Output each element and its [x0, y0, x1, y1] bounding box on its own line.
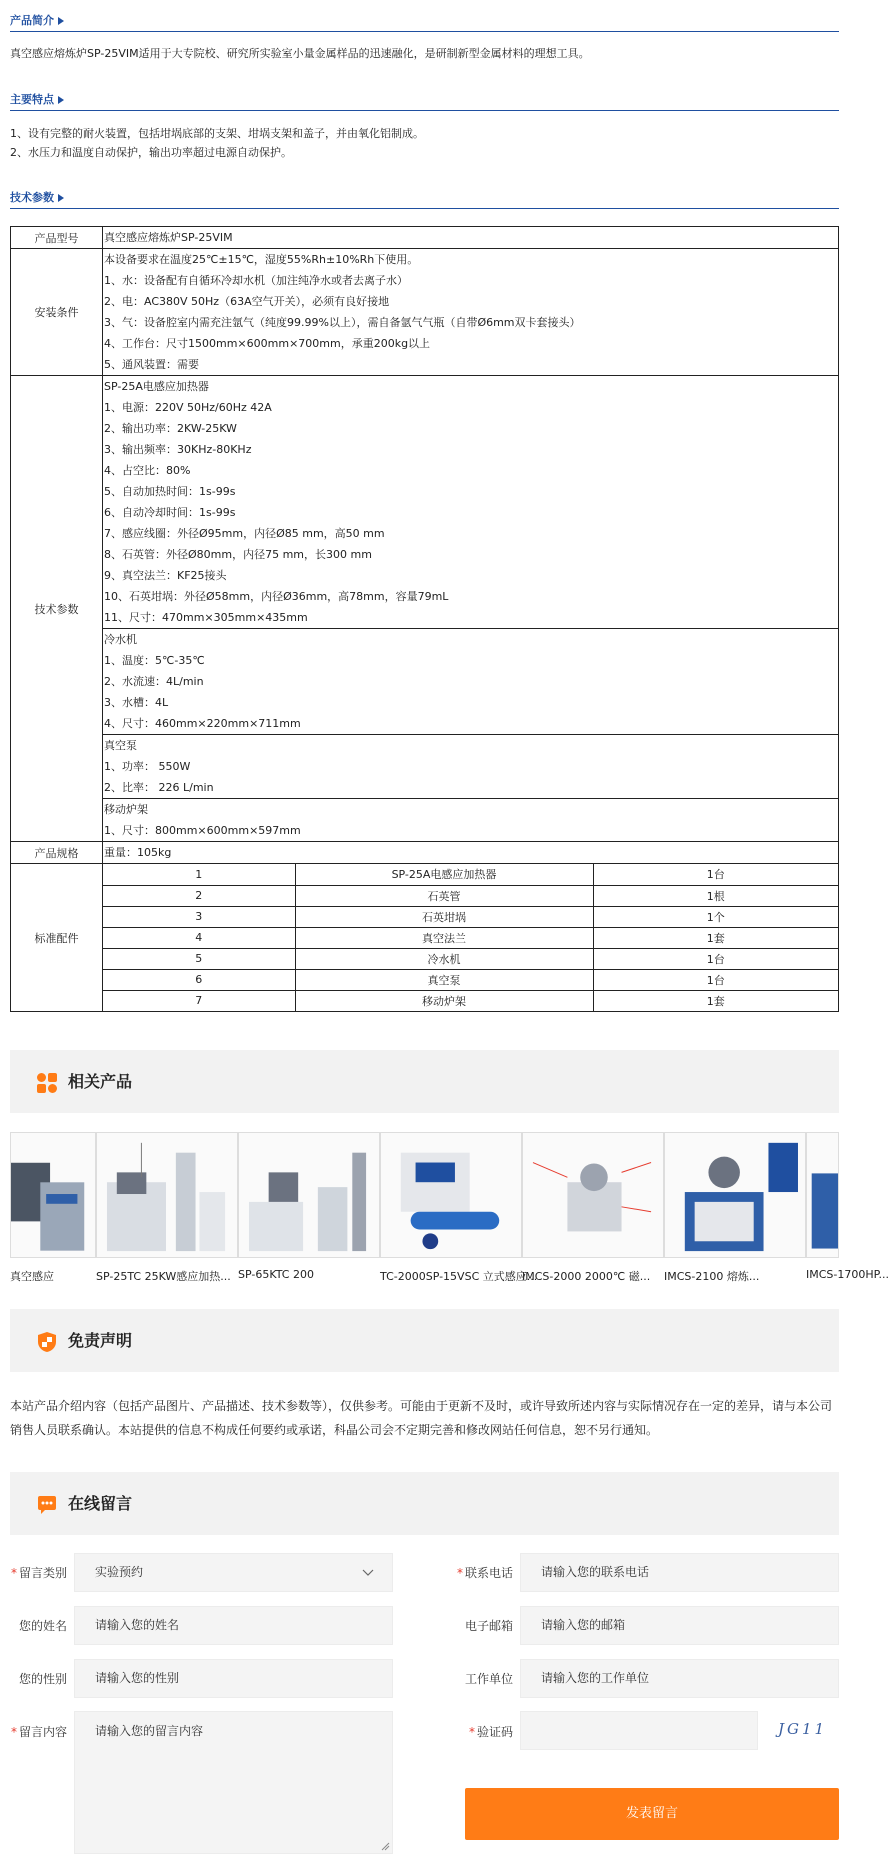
- intro-heading: 产品简介: [10, 12, 839, 32]
- product-image: [665, 1133, 805, 1257]
- model-label: 产品型号: [11, 227, 103, 249]
- phone-label: * 联系电话: [456, 1566, 513, 1580]
- product-thumb[interactable]: [238, 1132, 380, 1258]
- param-line: 1、功率： 550W: [104, 760, 191, 773]
- code-label: * 验证码: [468, 1725, 513, 1739]
- param-line: 冷水机: [104, 633, 137, 646]
- param-line: 4、尺寸：460mm×220mm×711mm: [104, 717, 301, 730]
- table-row: [103, 990, 838, 1011]
- product-name[interactable]: IMCS-2000 2000℃ 磁...: [522, 1270, 651, 1283]
- name-label: 您的姓名: [18, 1619, 67, 1633]
- install-line: 4、工作台：尺寸1500mm×600mm×700mm，承重200kg以上: [104, 337, 431, 350]
- param-group-chiller: [103, 628, 838, 734]
- param-group-heater: [103, 376, 838, 628]
- intro-text: 真空感应熔炼炉SP-25VIM适用于大专院校、研究所实验室小量金属样品的迅速融化，是研制新型金属材料的理想工具。: [10, 47, 590, 60]
- param-group-pump: [103, 734, 838, 798]
- acc-name: 冷水机: [295, 948, 593, 969]
- install-cell: [103, 249, 839, 376]
- features-heading: 主要特点: [10, 91, 839, 111]
- chat-icon: [36, 1494, 58, 1516]
- install-line: 本设备要求在温度25℃±15℃，湿度55%Rh±10%Rh下使用。: [104, 253, 419, 266]
- table-row: [11, 227, 839, 249]
- arrow-right-icon: [58, 17, 64, 25]
- name-input[interactable]: 请输入您的姓名: [74, 1606, 393, 1645]
- param-line: 2、水流速：4L/min: [104, 675, 204, 688]
- disclaimer-heading: 免责声明: [68, 1331, 133, 1350]
- product-name[interactable]: SP-65KTC 200: [238, 1268, 314, 1281]
- table-row: [103, 906, 838, 927]
- product-image: [523, 1133, 663, 1257]
- product-name[interactable]: 真空感应: [10, 1270, 54, 1283]
- product-image: [97, 1133, 237, 1257]
- type-select-value: 实验预约: [95, 1565, 144, 1579]
- param-line: 10、石英坩埚：外径Ø58mm，内径Ø36mm，高78mm，容量79mL: [104, 590, 449, 603]
- table-row: [103, 927, 838, 948]
- message-textarea[interactable]: [74, 1711, 393, 1854]
- table-row: [11, 864, 839, 1012]
- params-cell: [103, 376, 839, 842]
- acc-no: 7: [103, 990, 295, 1011]
- arrow-right-icon: [58, 194, 64, 202]
- param-line: 3、输出频率：30KHz-80KHz: [104, 443, 252, 456]
- acc-label: 标准配件: [11, 864, 103, 1012]
- work-label: 工作单位: [464, 1672, 513, 1686]
- product-thumb[interactable]: [806, 1132, 839, 1258]
- acc-name: 真空法兰: [295, 927, 593, 948]
- acc-no: 1: [103, 864, 295, 885]
- model-value: 真空感应熔炼炉SP-25VIM: [104, 231, 233, 244]
- acc-cell: [103, 864, 839, 1012]
- spec-value: 重量：105kg: [104, 846, 172, 859]
- related-band: [10, 1050, 839, 1113]
- table-row: [103, 864, 838, 885]
- product-thumb[interactable]: [522, 1132, 664, 1258]
- acc-qty: 1台: [593, 969, 838, 990]
- table-row: [11, 842, 839, 864]
- param-line: 1、尺寸：800mm×600mm×597mm: [104, 824, 301, 837]
- feature-item: 2、水压力和温度自动保护，输出功率超过电源自动保护。: [10, 146, 292, 159]
- product-thumb[interactable]: [96, 1132, 238, 1258]
- acc-name: 石英管: [295, 885, 593, 906]
- message-label: * 留言内容: [10, 1725, 67, 1739]
- spec-label: 产品规格: [11, 842, 103, 864]
- submit-button[interactable]: 发表留言: [465, 1788, 839, 1840]
- type-select[interactable]: [74, 1553, 393, 1592]
- disclaimer-band: [10, 1309, 839, 1372]
- grid-icon: [36, 1072, 58, 1094]
- gender-label: 您的性别: [18, 1672, 67, 1686]
- param-line: 9、真空法兰：KF25接头: [104, 569, 227, 582]
- param-line: 6、自动冷却时间：1s-99s: [104, 506, 236, 519]
- param-line: 2、比率： 226 L/min: [104, 781, 214, 794]
- intro-section: [10, 12, 839, 63]
- email-label: 电子邮箱: [464, 1619, 513, 1633]
- install-line: 5、通风装置：需要: [104, 358, 199, 371]
- table-row: [11, 249, 839, 376]
- acc-qty: 1台: [593, 948, 838, 969]
- disclaimer-text: 本站产品介绍内容（包括产品图片、产品描述、技术参数等），仅供参考。可能由于更新不及时，或许导致所述内容与实际情况存在一定的差异，请与本公司销售人员联系确认。本站提供的信息不构成任何要约或承诺，科晶公司会不定期完善和修改网站任何信息，恕不另行通知。: [10, 1399, 833, 1437]
- chevron-down-icon: [362, 1569, 374, 1577]
- product-thumb[interactable]: [664, 1132, 806, 1258]
- acc-name: 移动炉架: [295, 990, 593, 1011]
- resize-handle-icon[interactable]: [381, 1842, 390, 1851]
- product-name[interactable]: IMCS-1700HP...: [806, 1268, 889, 1281]
- param-line: 移动炉架: [104, 803, 148, 816]
- acc-name: 石英坩埚: [295, 906, 593, 927]
- param-line: 1、温度：5℃-35℃: [104, 654, 205, 667]
- type-label: * 留言类别: [10, 1566, 67, 1580]
- acc-qty: 1套: [593, 927, 838, 948]
- param-line: 5、自动加热时间：1s-99s: [104, 485, 236, 498]
- table-row: [103, 885, 838, 906]
- install-label: 安装条件: [11, 249, 103, 376]
- param-line: SP-25A电感应加热器: [104, 380, 209, 393]
- tech-section: [10, 189, 839, 209]
- table-row: [103, 969, 838, 990]
- install-line: 1、水：设备配有自循环冷却水机（加注纯净水或者去离子水）: [104, 274, 408, 287]
- product-image: [381, 1133, 521, 1257]
- code-input[interactable]: [520, 1711, 758, 1750]
- features-section: [10, 91, 839, 162]
- acc-qty: 1根: [593, 885, 838, 906]
- param-line: 2、输出功率：2KW-25KW: [104, 422, 237, 435]
- param-line: 真空泵: [104, 739, 137, 752]
- acc-qty: 1台: [593, 864, 838, 885]
- spec-table: [10, 226, 839, 1012]
- acc-name: SP-25A电感应加热器: [295, 864, 593, 885]
- form-heading: 在线留言: [68, 1494, 133, 1513]
- product-image: [11, 1133, 95, 1257]
- spec-table-wrap: [10, 226, 839, 1012]
- captcha-image[interactable]: JG11: [778, 1720, 828, 1738]
- param-line: 7、感应线圈：外径Ø95mm，内径Ø85 mm，高50 mm: [104, 527, 385, 540]
- acc-name: 真空泵: [295, 969, 593, 990]
- form-band: [10, 1472, 839, 1535]
- product-name[interactable]: TC-2000SP-15VSC 立式感应...: [380, 1270, 538, 1283]
- related-heading: 相关产品: [68, 1072, 133, 1091]
- work-input[interactable]: 请输入您的工作单位: [520, 1659, 839, 1698]
- acc-no: 4: [103, 927, 295, 948]
- product-name[interactable]: SP-25TC 25KW感应加热...: [96, 1270, 231, 1283]
- shield-icon: [36, 1331, 58, 1353]
- email-input[interactable]: 请输入您的邮箱: [520, 1606, 839, 1645]
- product-thumb[interactable]: [380, 1132, 522, 1258]
- acc-no: 5: [103, 948, 295, 969]
- product-thumb[interactable]: [10, 1132, 96, 1258]
- arrow-right-icon: [58, 96, 64, 104]
- product-image: [807, 1133, 838, 1257]
- product-name[interactable]: IMCS-2100 熔炼...: [664, 1270, 760, 1283]
- install-line: 2、电：AC380V 50Hz（63A空气开关），必须有良好接地: [104, 295, 390, 308]
- params-label: 技术参数: [11, 376, 103, 842]
- table-row: [103, 948, 838, 969]
- acc-no: 3: [103, 906, 295, 927]
- acc-no: 6: [103, 969, 295, 990]
- accessory-table: [103, 864, 838, 1011]
- param-group-rack: [103, 798, 838, 841]
- install-line: 3、气：设备腔室内需充注氩气（纯度99.99%以上），需自备氩气气瓶（自带Ø6mm双卡套接头）: [104, 316, 581, 329]
- message-placeholder: 请输入您的留言内容: [95, 1724, 204, 1738]
- acc-no: 2: [103, 885, 295, 906]
- param-line: 1、电源：220V 50Hz/60Hz 42A: [104, 401, 272, 414]
- feature-item: 1、设有完整的耐火装置，包括坩埚底部的支架、坩埚支架和盖子，并由氧化铝制成。: [10, 127, 424, 140]
- table-row: [11, 376, 839, 842]
- param-line: 3、水槽：4L: [104, 696, 169, 709]
- acc-qty: 1套: [706, 994, 725, 1008]
- gender-input[interactable]: 请输入您的性别: [74, 1659, 393, 1698]
- phone-input[interactable]: 请输入您的联系电话: [520, 1553, 839, 1592]
- tech-heading: 技术参数: [10, 189, 839, 209]
- param-line: 11、尺寸：470mm×305mm×435mm: [104, 611, 308, 624]
- acc-qty: 1个: [593, 906, 838, 927]
- product-image: [239, 1133, 379, 1257]
- param-line: 8、石英管：外径Ø80mm，内径75 mm，长300 mm: [104, 548, 372, 561]
- param-line: 4、占空比：80%: [104, 464, 191, 477]
